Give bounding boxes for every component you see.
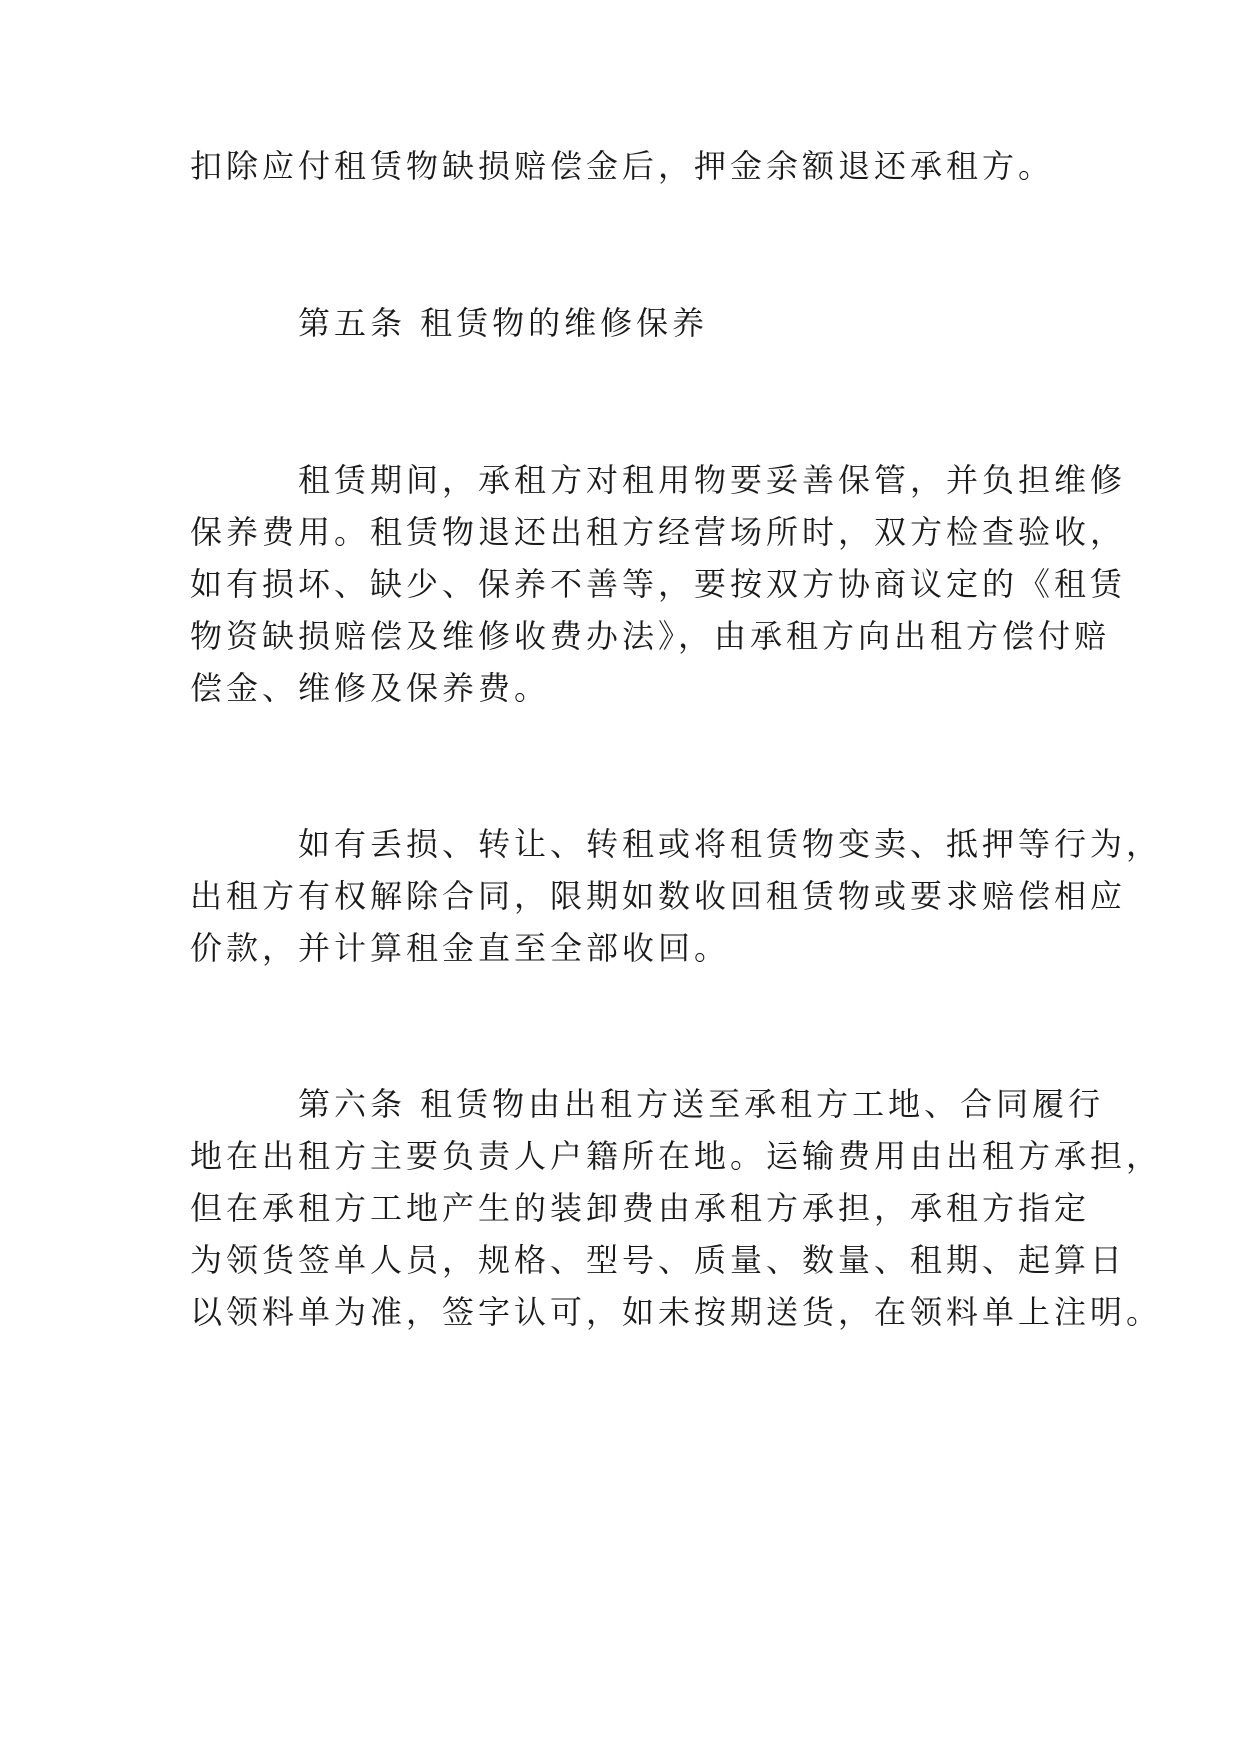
paragraph-line: 出租方有权解除合同，限期如数收回租赁物或要求赔偿相应 <box>190 877 1127 915</box>
paragraph-line: 扣除应付租赁物缺损赔偿金后，押金余额退还承租方。 <box>190 147 1055 185</box>
line-text: 第六条 租赁物由出租方送至承租方工地、合同履行 <box>298 1085 1105 1123</box>
paragraph-continuation <box>190 140 1070 192</box>
paragraph-line: 如有损坏、缺少、保养不善等，要按双方协商议定的《租赁 <box>190 565 1127 603</box>
paragraph-article-6 <box>190 1078 1163 1338</box>
paragraph-line: 偿金、维修及保养费。 <box>190 669 551 707</box>
paragraph-line: 保养费用。租赁物退还出租方经营场所时，双方检查验收， <box>190 513 1127 551</box>
paragraph-line: 以领料单为准，签字认可，如未按期送货，在领料单上注明。 <box>190 1293 1163 1331</box>
paragraph-line <box>190 454 1127 506</box>
paragraph-line: 为领货签单人员，规格、型号、质量、数量、租期、起算日 <box>190 1241 1127 1279</box>
line-text: 租赁期间，承租方对租用物要妥善保管，并负担维修 <box>298 461 1127 499</box>
article-5-heading: 第五条 租赁物的维修保养 <box>298 304 709 342</box>
paragraph-loss-transfer <box>190 818 1163 974</box>
paragraph-line: 但在承租方工地产生的装卸费由承租方承担，承租方指定 <box>190 1189 1091 1227</box>
line-text: 如有丢损、转让、转租或将租赁物变卖、抵押等行为， <box>298 825 1163 863</box>
paragraph-line <box>190 818 1163 870</box>
paragraph-line: 地在出租方主要负责人户籍所在地。运输费用由出租方承担， <box>190 1137 1163 1175</box>
paragraph-article-5 <box>190 454 1127 714</box>
paragraph-line: 价款，并计算租金直至全部收回。 <box>190 929 731 967</box>
paragraph-line: 物资缺损赔偿及维修收费办法》，由承租方向出租方偿付赔 <box>190 617 1111 655</box>
paragraph-line <box>190 1078 1105 1130</box>
